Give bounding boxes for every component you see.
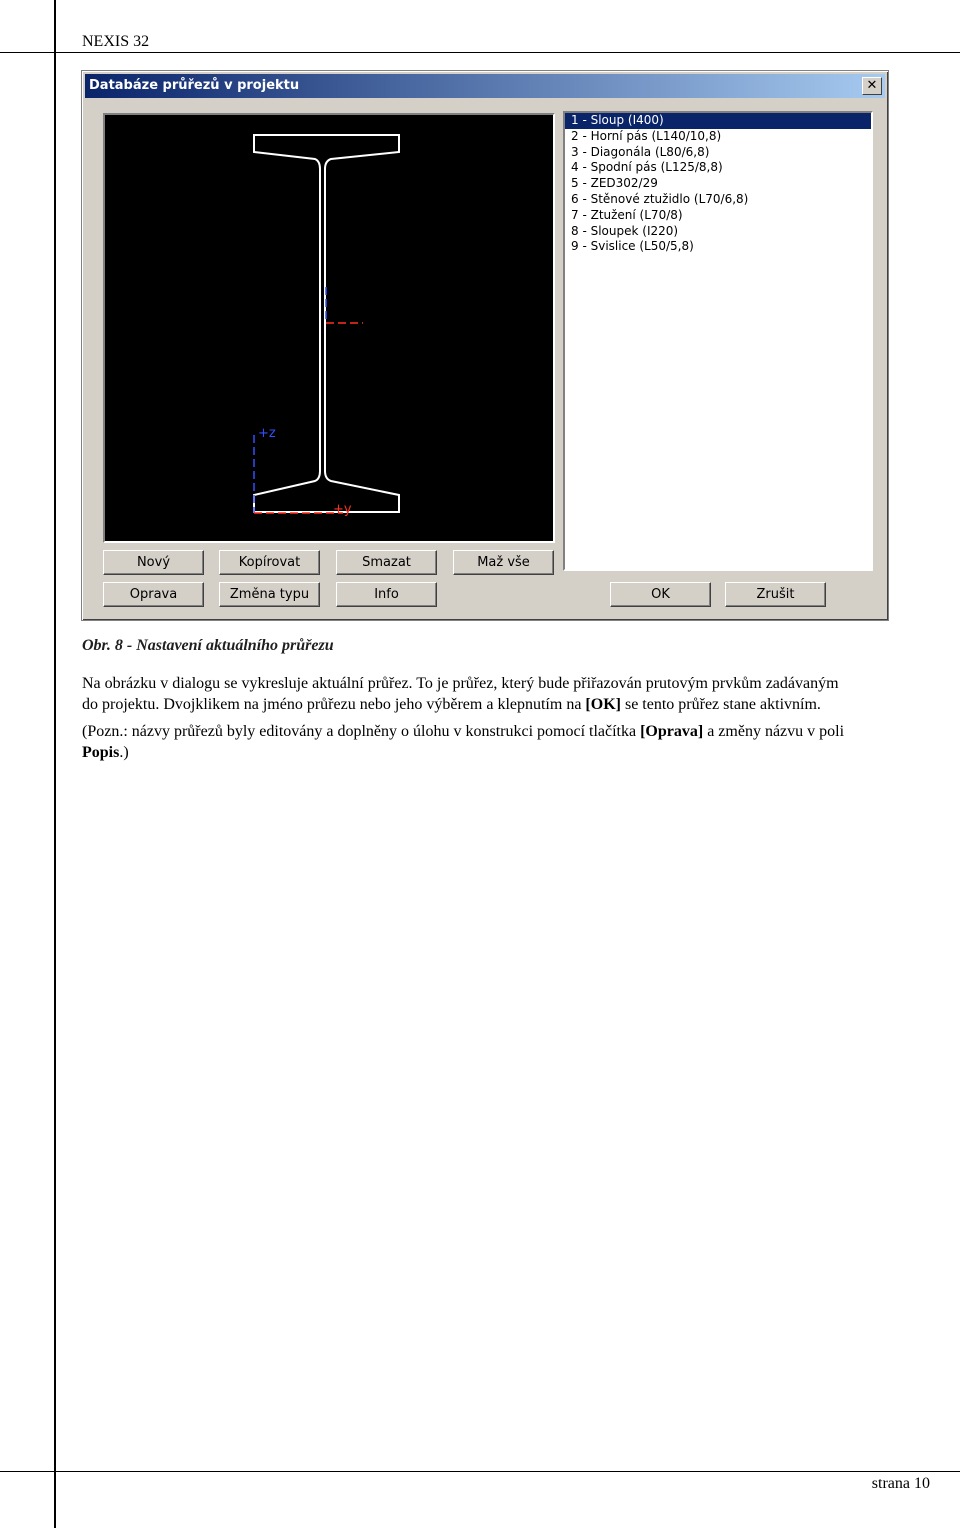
- footer-rule: [0, 1471, 960, 1472]
- text-run: do projektu. Dvojklikem na jméno průřezu nebo jeho výběrem a klepnutím na: [82, 695, 586, 713]
- text-run: a změny názvu v poli: [703, 723, 845, 740]
- list-item[interactable]: 8 - Sloupek (I220): [571, 223, 679, 238]
- paragraph-2: [82, 722, 942, 763]
- paragraph-1-line-2: [82, 695, 942, 716]
- list-item[interactable]: 6 - Stěnové ztužidlo (L70/6,8): [571, 191, 749, 206]
- close-button[interactable]: [862, 77, 882, 95]
- axis-y-label: +y: [333, 502, 352, 517]
- text-run: (Pozn.: názvy průřezů byly editovány a doplněny o úlohu v konstrukci pomocí tlačítka: [82, 723, 641, 740]
- edit-button[interactable]: Oprava: [103, 582, 204, 607]
- ok-reference: [OK]: [585, 695, 621, 713]
- paragraph-1-line-1: Na obrázku v dialogu se vykresluje aktuální průřez. To je průřez, který bude přiřazován prutovým prvkům zadávaným: [82, 675, 839, 692]
- dialog-title: Databáze průřezů v projektu: [89, 78, 300, 93]
- paragraph-1: [82, 674, 942, 715]
- change-type-button[interactable]: Změna typu: [219, 582, 320, 607]
- delete-all-button[interactable]: Maž vše: [453, 550, 554, 575]
- list-item[interactable]: 9 - Svislice (L50/5,8): [571, 239, 694, 254]
- info-button[interactable]: Info: [336, 582, 437, 607]
- section-preview-canvas: [103, 113, 555, 543]
- cancel-button[interactable]: Zrušit: [725, 582, 826, 607]
- paragraph-2-line-1: [82, 722, 942, 743]
- oprava-reference: [Oprava]: [640, 723, 704, 740]
- axis-z-label: +z: [258, 426, 276, 441]
- copy-button[interactable]: Kopírovat: [219, 550, 320, 575]
- popis-reference: Popis: [82, 743, 120, 761]
- close-icon: ✕: [866, 78, 878, 93]
- figure-caption: Obr. 8 - Nastavení aktuálního průřezu: [82, 637, 334, 654]
- list-item[interactable]: 4 - Spodní pás (L125/8,8): [571, 160, 723, 175]
- new-button[interactable]: Nový: [103, 550, 204, 575]
- delete-button[interactable]: Smazat: [336, 550, 437, 575]
- left-margin-line: [54, 0, 56, 1528]
- list-item[interactable]: 5 - ZED302/29: [571, 176, 658, 191]
- dialog-titlebar: [85, 74, 885, 98]
- page-footer: strana 10: [871, 1475, 930, 1492]
- paragraph-2-line-2: [82, 743, 942, 764]
- text-run: se tento průřez stane aktivním.: [620, 695, 821, 713]
- ok-button[interactable]: OK: [610, 582, 711, 607]
- list-item[interactable]: 2 - Horní pás (L140/10,8): [571, 128, 722, 143]
- list-item[interactable]: 7 - Ztužení (L70/8): [571, 207, 683, 222]
- section-preview-svg: [105, 115, 553, 541]
- header-rule: [0, 52, 960, 53]
- section-listbox[interactable]: [563, 111, 873, 571]
- list-item[interactable]: 3 - Diagonála (L80/6,8): [571, 144, 710, 159]
- list-item[interactable]: 1 - Sloup (I400): [565, 113, 871, 129]
- section-database-dialog: [81, 70, 889, 621]
- text-run: .): [119, 743, 129, 761]
- page-header: NEXIS 32: [82, 33, 150, 50]
